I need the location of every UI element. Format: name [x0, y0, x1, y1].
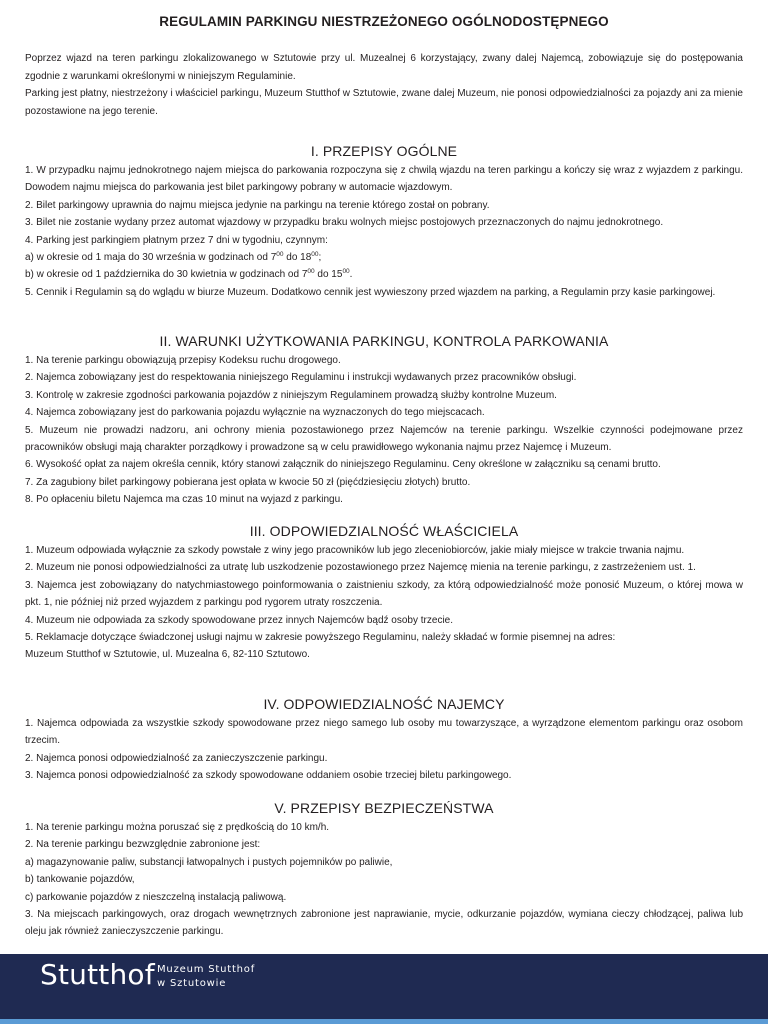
list-item: 3. Najemca ponosi odpowiedzialność za szkody spowodowane oddaniem osobie trzeciej biletu parkingowego. — [25, 770, 512, 782]
section-heading: III. ODPOWIEDZIALNOŚĆ WŁAŚCICIELA — [249, 523, 519, 539]
section-tenant-liability — [25, 694, 743, 785]
hours-summer: a) w okresie od 1 maja do 30 września w godzinach od $7^{00}$ do $18^{00}$; — [25, 251, 322, 264]
list-item: 1. Na terenie parkingu można poruszać się z prędkością do 10 km/h. — [25, 822, 330, 833]
list-item: 2. Najemca zobowiązany jest do respektowania niniejszego Regulaminu i instrukcji wydawanych przez pracowników obsługi. — [25, 372, 577, 384]
section-heading: V. PRZEPISY BEZPIECZEŃSTWA — [274, 800, 494, 816]
list-item: 3. Kontrolę w zakresie zgodności parkowania pojazdów z niniejszym Regulaminem prowadzą służby kontrolne Muzeum. — [25, 389, 557, 401]
list-item: 1. Na terenie parkingu obowiązują przepisy Kodeksu ruchu drogowego. — [25, 355, 341, 366]
list-item: 3. Na miejscach parkingowych, oraz drogach wewnętrznych zabronione jest naprawianie, mycie, odkurzanie pojazdów, wymiana cieczy chłodzącej, paliwa lub oleju jak również zanieczyszczenie parkingu. — [25, 909, 743, 938]
hours-winter: b) w okresie od 1 października do 30 kwietnia w godzinach od $7^{00}$ do $15^{00}$. — [25, 268, 353, 281]
list-item: a) magazynowanie paliw, substancji łatwopalnych i pustych pojemników po paliwie, — [25, 856, 393, 868]
section-heading: II. WARUNKI UŻYTKOWANIA PARKINGU, KONTROLA PARKOWANIA — [159, 333, 609, 349]
list-item: 2. Muzeum nie ponosi odpowiedzialności za utratę lub uszkodzenie pozostawionego przez Najemcę mienia na terenie parkingu, z zastrzeżeniem ust. 1. — [25, 562, 696, 574]
stutthof-logo: Stutthof — [40, 958, 155, 991]
list-item: 1. Najemca odpowiada za wszystkie szkody spowodowane przez niego samego lub osoby mu towarzyszące, a wyrządzone elementom parkingu oraz osobom trzecim. — [25, 718, 743, 747]
list-item: c) parkowanie pojazdów z nieszczelną instalacją paliwową. — [25, 891, 287, 903]
list-item: 4. Najemca zobowiązany jest do parkowania pojazdu wyłącznie na wyznaczonych do tego miejscacach. — [25, 407, 485, 419]
list-item: 2. Na terenie parkingu bezwzględnie zabronione jest: — [25, 839, 261, 851]
section-owner-liability — [25, 521, 743, 664]
section-general — [25, 141, 743, 301]
list-item: 5. Muzeum nie prowadzi nadzoru, ani ochrony mienia pozostawionego przez Najemców na terenie parkingu. Wszelkie czynności podejmowane przez pracowników obsługi mają charakter porządkowy i prowadzone są w celu prawidłowego wykonania najmu przez Najemcę i Muzeum. — [25, 424, 743, 454]
list-item: 1. Muzeum odpowiada wyłącznie za szkody powstałe z winy jego pracowników lub jego zleceniobiorców, jakie miały miejsce w trakcie trwania najmu. — [25, 545, 685, 556]
museum-name-line1: Muzeum Stutthof — [157, 964, 256, 975]
intro-paragraph: Poprzez wjazd na teren parkingu zlokalizowanego w Sztutowie przy ul. Muzealnej 6 korzystający, zwany dalej Najemcą, zobowiązuje się do postępowania zgodnie z warunkami określonymi w niniejszym Regulaminie. — [25, 53, 743, 82]
list-item: 5. Reklamacje dotyczące świadczonej usługi najmu w zakresie powyższego Regulaminu, należy składać w formie pisemnej na adres: — [25, 632, 616, 644]
section-heading: IV. ODPOWIEDZIALNOŚĆ NAJEMCY — [263, 696, 505, 712]
section-usage — [25, 331, 743, 509]
postal-address: Muzeum Stutthof w Sztutowie, ul. Muzealna 6, 82-110 Sztutowo. — [25, 649, 310, 661]
footer-stripe — [0, 1019, 768, 1024]
list-item: 4. Parking jest parkingiem płatnym przez 7 dni w tygodniu, czynnym: — [25, 234, 328, 246]
intro-paragraph: Parking jest płatny, niestrzeżony i właściciel parkingu, Muzeum Stutthof w Sztutowie, zwane dalej Muzeum, nie ponosi odpowiedzialności za pojazdy ani za mienie pozostawione na jego terenie. — [25, 88, 743, 117]
list-item: 2. Najemca ponosi odpowiedzialność za zanieczyszczenie parkingu. — [25, 752, 328, 764]
footer-banner — [0, 954, 768, 1024]
list-item: 2. Bilet parkingowy uprawnia do najmu miejsca jedynie na parkingu na terenie którego został on pobrany. — [25, 199, 490, 211]
list-item: 3. Najemca jest zobowiązany do natychmiastowego poinformowania o zaistnieniu szkody, za którą odpowiedzialność może ponosić Muzeum, o której mowa w pkt. 1, nie później niż przed wyjazdem z parkingu pod rygorem utraty roszczenia. — [25, 579, 743, 609]
section-heading: I. PRZEPISY OGÓLNE — [310, 143, 458, 159]
list-item: 6. Wysokość opłat za najem określa cennik, który stanowi załącznik do niniejszego Regulaminu. Ceny określone w załączniku są cenami brutto. — [25, 459, 661, 471]
list-item: 4. Muzeum nie odpowiada za szkody spowodowane przez innych Najemców bądź osoby trzecie. — [25, 614, 454, 626]
museum-name-line2: w Sztutowie — [157, 978, 227, 989]
list-item: 5. Cennik i Regulamin są do wglądu w biurze Muzeum. Dodatkowo cennik jest wywieszony przed wjazdem na parking, a Regulamin przy kasie parkingowej. — [25, 286, 716, 298]
document-title: REGULAMIN PARKINGU NIESTRZEŻONEGO OGÓLNODOSTĘPNEGO — [159, 14, 609, 29]
list-item: 7. Za zagubiony bilet parkingowy pobierana jest opłata w kwocie 50 zł (pięćdziesięciu złotych) brutto. — [25, 476, 471, 488]
list-item: 8. Po opłaceniu biletu Najemca ma czas 10 minut na wyjazd z parkingu. — [25, 494, 343, 506]
list-item: 3. Bilet nie zostanie wydany przez automat wjazdowy w przypadku braku wolnych miejsc postojowych przeznaczonych do najmu jednokrotnego. — [25, 217, 664, 229]
section-safety — [25, 798, 743, 941]
list-item: 1. W przypadku najmu jednokrotnego najem miejsca do parkowania rozpoczyna się z chwilą wjazdu na teren parkingu a kończy się wraz z wyjazdem z parkingu. Dowodem najmu miejsca do parkowania jest bilet parkingowy pobrany w automacie wjazdowym. — [25, 165, 743, 194]
museum-name — [157, 963, 255, 991]
list-item: b) tankowanie pojazdów, — [25, 874, 135, 886]
intro — [25, 50, 743, 120]
